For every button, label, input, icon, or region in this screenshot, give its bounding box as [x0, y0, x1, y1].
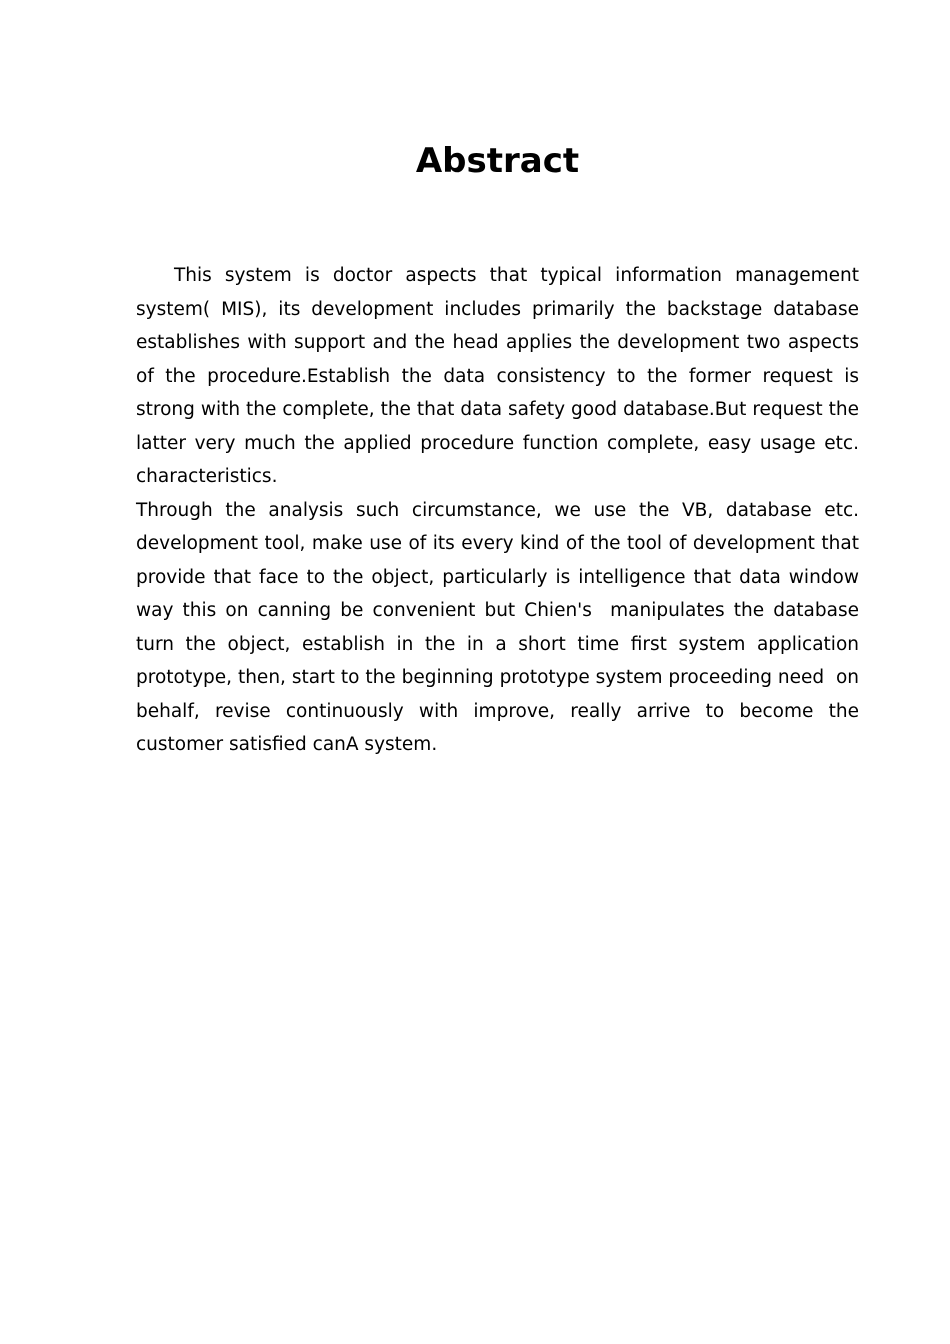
abstract-paragraph-1: This system is doctor aspects that typical information management system( MIS), its development includes primarily the backstage database establishes with support and the head applies the development two aspects of the procedure.Establish the data consistency to the former request is strong with the complete, the that data safety good database.But request the latter very much the applied procedure function complete, easy usage etc. characteristics. — [136, 265, 865, 487]
abstract-paragraph-2: Through the analysis such circumstance, we use the VB, database etc. development tool, make use of its every kind of the tool of development that provide that face to the object, particularly is intelligence that data window way this on canning be convenient but Chien's manipulates the database turn the object, establish in the in a short time first system application prototype, then, start to the beginning prototype system proceeding need on behalf, revise continuously with improve, really arrive to become the customer satisfied canA system. — [136, 499, 865, 755]
page-title: Abstract — [415, 141, 580, 181]
abstract-body — [136, 259, 865, 762]
